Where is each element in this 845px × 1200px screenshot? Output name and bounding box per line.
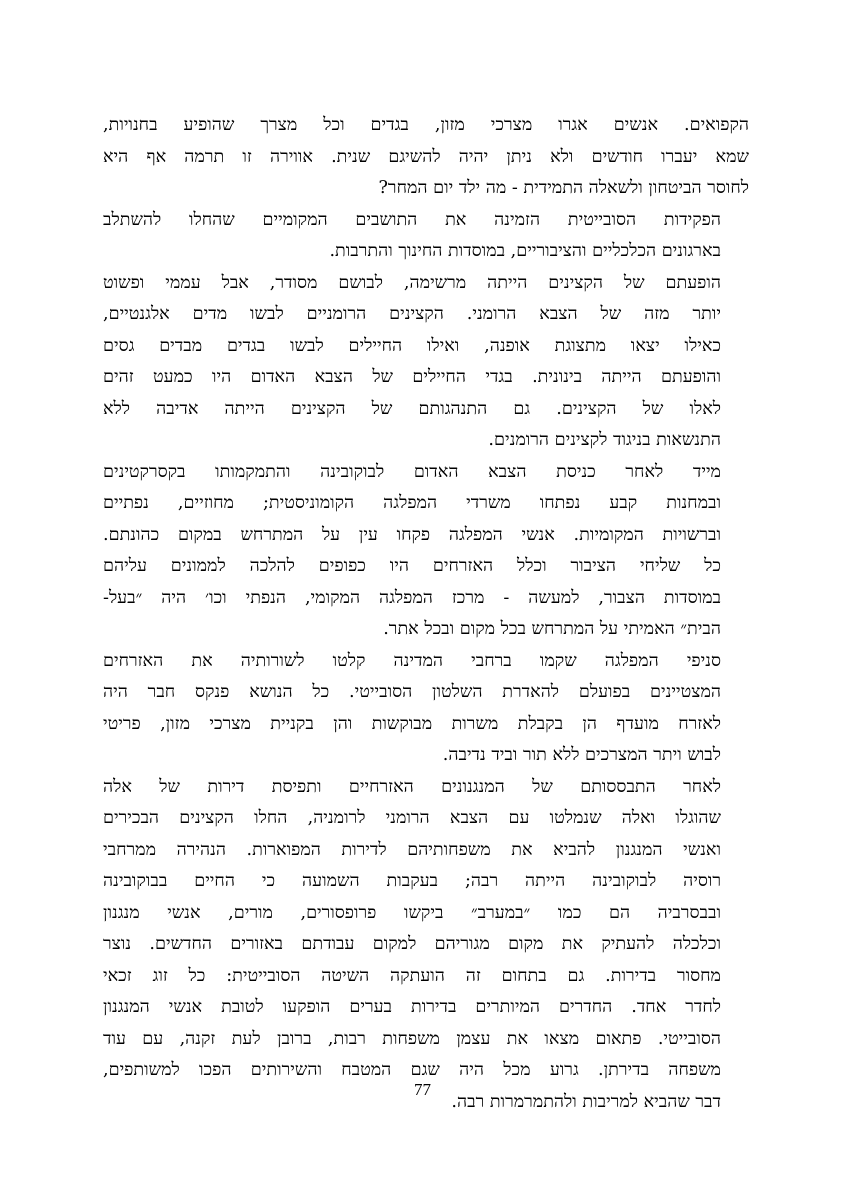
text-line: דבר שהביא למריבות ולהתמרמרות רבה. (451, 1091, 721, 1112)
paragraph (103, 646, 749, 772)
text-line: המצטיינים בפועלם להאדרת השלטון הסובייטי. כל הנושא פנקס חבר היה (103, 682, 721, 702)
text-line: הקפואים. אנשים אגרו מצרכי מזון, בגדים וכל מצרך שהופיע בחנויות, (103, 115, 749, 135)
text-line: התנשאות בניגוד לקצינים הרומנים. (488, 430, 721, 450)
text-line: כל שליחי הציבור וכלל האזרחים היו כפופים להלכה לממונים עליהם (103, 556, 721, 576)
document-page (103, 110, 749, 1118)
text-line: יותר מזה של הצבא הרומני. הקצינים הרומניים לבשו מדים אלגנטיים, (103, 304, 721, 324)
text-line: וברשויות המקומיות. אנשי המפלגה פקחו עין על המתרחש במקום כהונתם. (103, 524, 721, 545)
text-line: כאילו יצאו מתצוגת אופנה, ואילו החיילים לבשו בגדים מבדים גסים (103, 335, 721, 356)
text-line: לאלו של הקצינים. גם התנהגותם של הקצינים הייתה אדיבה ללא (103, 398, 721, 419)
text-line: מחסור בדירות. גם בתחום זה הועתקה השיטה הסובייטית: כל זוג זכאי (103, 965, 721, 986)
text-line: והופעתם הייתה בינונית. בגדי החיילים של הצבא האדום היו כמעט זהים (103, 367, 721, 387)
text-line: לאחר התבססותם של המנגנונים האזרחיים ותפיסת דירות של אלה (103, 776, 721, 797)
paragraph (103, 457, 749, 646)
text-line: ואנשי המנגנון להביא את משפחותיהם לדירות המפוארות. הנהירה ממרחבי (103, 839, 721, 860)
text-line: הפקידות הסובייטית הזמינה את התושבים המקומיים שהחלו להשתלב (103, 209, 721, 230)
paragraph (103, 268, 749, 457)
text-line: רוסיה לבוקובינה הייתה רבה; בעקבות השמועה כי החיים בבוקובינה (103, 871, 721, 891)
body-text (103, 110, 749, 1118)
text-line: שהוגלו ואלה שנמלטו עם הצבא הרומני לרומניה, החלו הקצינים הבכירים (103, 808, 721, 828)
text-line: במוסדות הצבור, למעשה - מרכז המפלגה המקומי, הנפתי וכו׳ היה ״בעל- (103, 587, 721, 608)
text-line: לאזרח מועדף הן בקבלת משרות מבוקשות והן בקניית מצרכי מזון, פריטי (103, 713, 721, 734)
text-line: הבית״ האמיתי על המתרחש בכל מקום ובכל אתר. (383, 619, 721, 639)
page-number: 77 (414, 1080, 431, 1099)
text-line: וכלכלה להעתיק את מקום מגוריהם למקום עבודתם באזורים החדשים. נוצר (103, 934, 721, 954)
text-line: משפחה בדירתן. גרוע מכל היה שגם המטבח והשירותים הפכו למשותפים, (103, 1060, 721, 1080)
text-line: לבוש ויתר המצרכים ללא תור וביד נדיבה. (442, 745, 721, 765)
text-line: מייד לאחר כניסת הצבא האדום לבוקובינה והתמקמותו בקסרקטינים (103, 461, 721, 482)
text-line: ובבסרביה הם כמו ״במערב״ ביקשו פרופסורים, מורים, אנשי מנגנון (103, 902, 721, 923)
text-line: הסובייטי. פתאום מצאו את עצמן משפחות רבות, ברובן לעת זקנה, עם עוד (103, 1028, 721, 1049)
text-line: שמא יעברו חודשים ולא ניתן יהיה להשיגם שנית. אווירה זו תרמה אף היא (103, 146, 749, 167)
paragraph (103, 205, 749, 268)
text-line: לחוסר הביטחון ולשאלה התמידית - מה ילד יום המחר? (378, 178, 749, 198)
text-line: בארגונים הכלכליים והציבוריים, במוסדות החינוך והתרבות. (329, 241, 721, 261)
paragraph (103, 772, 749, 1119)
text-line: לחדר אחד. החדרים המיותרים בדירות בערים הופקעו לטובת אנשי המנגנון (103, 997, 721, 1017)
text-line: הופעתם של הקצינים הייתה מרשימה, לבושם מסודר, אבל עממי ופשוט (103, 272, 721, 293)
text-line: ובמחנות קבע נפתחו משרדי המפלגה הקומוניסטית; מחוזיים, נפתיים (103, 493, 721, 513)
text-line: סניפי המפלגה שקמו ברחבי המדינה קלטו לשורותיה את האזרחים (103, 650, 721, 671)
paragraph (103, 110, 749, 205)
